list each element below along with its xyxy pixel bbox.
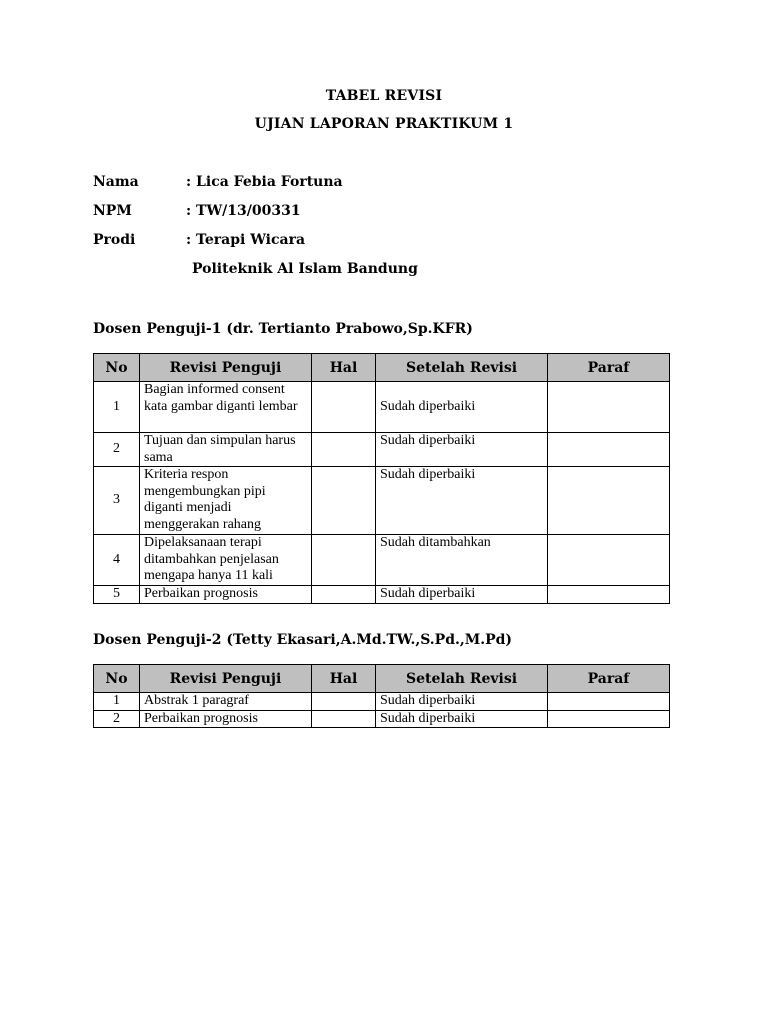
prodi-value: : Terapi Wicara bbox=[186, 232, 306, 248]
examiner1-heading: Dosen Penguji-1 (dr. Tertianto Prabowo,Sp.KFR) bbox=[93, 321, 473, 337]
examiner2-table bbox=[93, 664, 670, 728]
row-paraf bbox=[548, 535, 670, 586]
row-paraf bbox=[548, 710, 670, 728]
row-paraf bbox=[548, 382, 670, 433]
row-no: 1 bbox=[94, 693, 140, 711]
row-paraf bbox=[548, 467, 670, 535]
row-hal bbox=[312, 382, 376, 433]
institution-name: Politeknik Al Islam Bandung bbox=[192, 261, 418, 277]
row-no: 5 bbox=[94, 586, 140, 604]
prodi-row bbox=[93, 232, 305, 248]
table-row bbox=[94, 710, 670, 728]
document-title: TABEL REVISI bbox=[325, 88, 443, 104]
row-setelah: Sudah diperbaiki bbox=[376, 586, 548, 604]
row-hal bbox=[312, 710, 376, 728]
table-row bbox=[94, 382, 670, 433]
row-setelah: Sudah diperbaiki bbox=[376, 693, 548, 711]
npm-value: : TW/13/00331 bbox=[186, 203, 301, 219]
prodi-label: Prodi bbox=[93, 232, 136, 248]
row-setelah: Sudah diperbaiki bbox=[376, 382, 548, 433]
col-header-no: No bbox=[94, 354, 140, 382]
col-header-revisi: Revisi Penguji bbox=[140, 354, 312, 382]
table-row bbox=[94, 693, 670, 711]
row-paraf bbox=[548, 693, 670, 711]
examiner1-table bbox=[93, 353, 670, 604]
row-hal bbox=[312, 467, 376, 535]
row-hal bbox=[312, 586, 376, 604]
col-header-setelah: Setelah Revisi bbox=[376, 354, 548, 382]
table-header-row bbox=[94, 354, 670, 382]
row-revisi: Perbaikan prognosis bbox=[140, 710, 312, 728]
row-revisi: Dipelaksanaan terapi ditambahkan penjelasan mengapa hanya 11 kali bbox=[140, 535, 312, 586]
row-revisi: Abstrak 1 paragraf bbox=[140, 693, 312, 711]
table-row bbox=[94, 535, 670, 586]
table-row bbox=[94, 467, 670, 535]
row-hal bbox=[312, 693, 376, 711]
institution-row bbox=[192, 261, 418, 277]
col-header-hal: Hal bbox=[312, 665, 376, 693]
col-header-paraf: Paraf bbox=[548, 354, 670, 382]
name-label: Nama bbox=[93, 174, 139, 190]
col-header-no: No bbox=[94, 665, 140, 693]
table-row bbox=[94, 586, 670, 604]
row-revisi: Bagian informed consent kata gambar diganti lembar bbox=[140, 382, 312, 433]
document-subtitle: UJIAN LAPORAN PRAKTIKUM 1 bbox=[254, 116, 514, 132]
row-hal bbox=[312, 433, 376, 467]
row-revisi: Kriteria respon mengembungkan pipi diganti menjadi menggerakan rahang bbox=[140, 467, 312, 535]
col-header-setelah: Setelah Revisi bbox=[376, 665, 548, 693]
table-row bbox=[94, 433, 670, 467]
col-header-revisi: Revisi Penguji bbox=[140, 665, 312, 693]
row-hal bbox=[312, 535, 376, 586]
npm-label: NPM bbox=[93, 203, 132, 219]
name-value: : Lica Febia Fortuna bbox=[186, 174, 343, 190]
row-setelah: Sudah diperbaiki bbox=[376, 433, 548, 467]
row-paraf bbox=[548, 586, 670, 604]
npm-row bbox=[93, 203, 301, 219]
row-no: 4 bbox=[94, 535, 140, 586]
col-header-hal: Hal bbox=[312, 354, 376, 382]
row-no: 1 bbox=[94, 382, 140, 433]
row-setelah: Sudah ditambahkan bbox=[376, 535, 548, 586]
table-header-row bbox=[94, 665, 670, 693]
row-setelah: Sudah diperbaiki bbox=[376, 467, 548, 535]
row-paraf bbox=[548, 433, 670, 467]
row-revisi: Tujuan dan simpulan harus sama bbox=[140, 433, 312, 467]
col-header-paraf: Paraf bbox=[548, 665, 670, 693]
name-row bbox=[93, 174, 343, 190]
row-no: 2 bbox=[94, 710, 140, 728]
row-revisi: Perbaikan prognosis bbox=[140, 586, 312, 604]
row-no: 3 bbox=[94, 467, 140, 535]
row-setelah: Sudah diperbaiki bbox=[376, 710, 548, 728]
row-no: 2 bbox=[94, 433, 140, 467]
examiner2-heading: Dosen Penguji-2 (Tetty Ekasari,A.Md.TW.,S.Pd.,M.Pd) bbox=[93, 632, 513, 648]
